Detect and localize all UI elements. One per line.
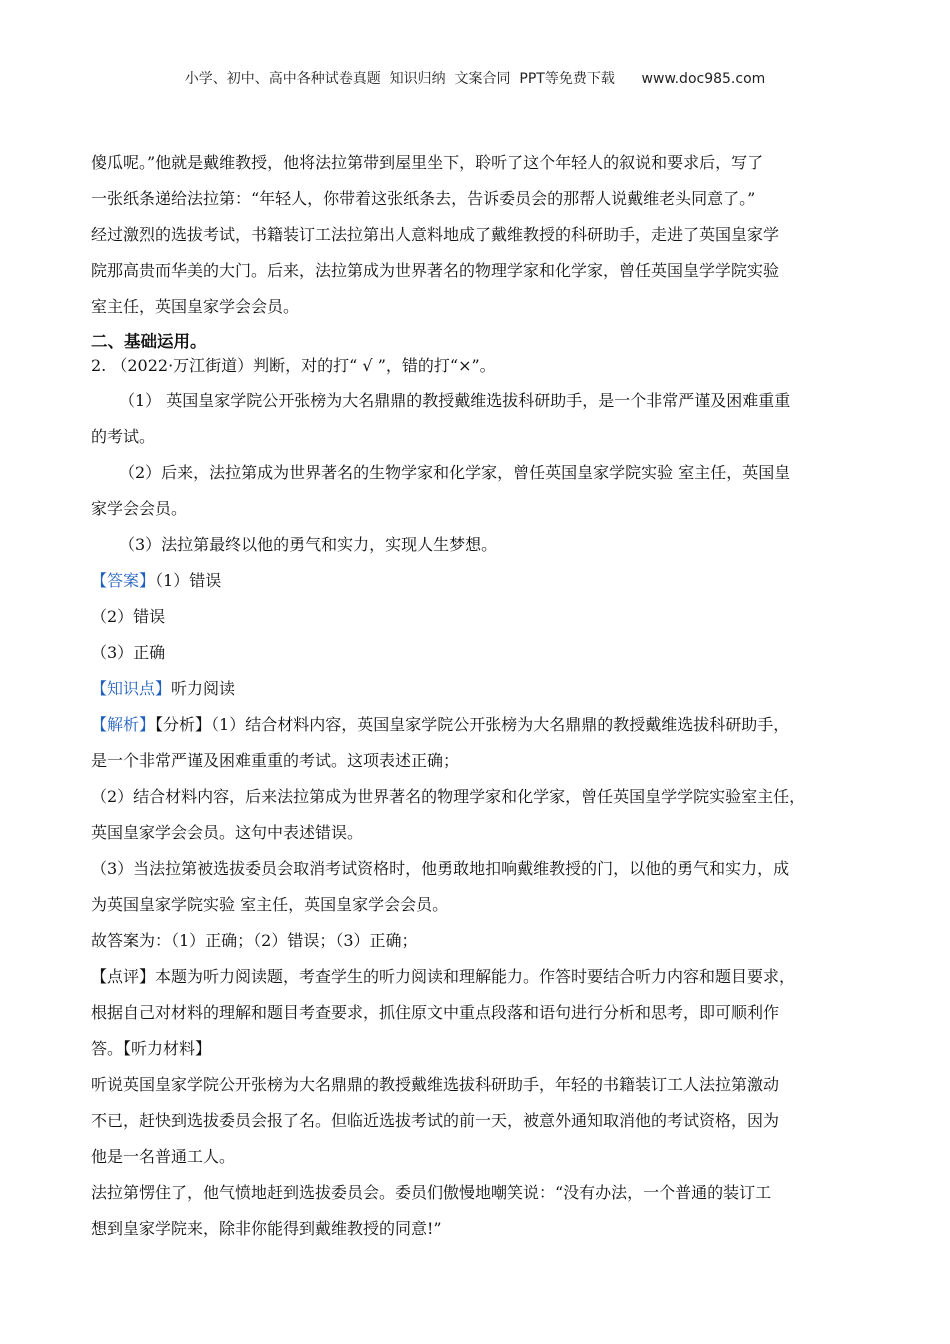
question-item-1: （1） 英国皇家学院公开张榜为大名鼎鼎的教授戴维选拔科研助手，是一个非常严谨及困难重重 bbox=[119, 391, 791, 410]
answer-block bbox=[91, 563, 861, 671]
answer-label: 【答案】 bbox=[91, 571, 156, 590]
material-line: 想到皇家学院来，除非你能得到戴维教授的同意!” bbox=[91, 1219, 442, 1238]
analysis-line: （2）结合材料内容，后来法拉第成为世界著名的物理学家和化学家，曾任英国皇学学院实验室主任， bbox=[91, 787, 806, 806]
analysis-block bbox=[91, 707, 861, 1067]
intro-line: 室主任，英国皇家学会会员。 bbox=[91, 297, 300, 316]
material-line: 不已，赶快到选拔委员会报了名。但临近选拔考试的前一天，被意外通知取消他的考试资格，因为 bbox=[91, 1111, 780, 1130]
answer-2: （2）错误 bbox=[91, 607, 166, 626]
comment-line: 根据自己对材料的理解和题目考查要求，抓住原文中重点段落和语句进行分析和思考，即可顺利作 bbox=[91, 1003, 780, 1022]
analysis-text: 【分析】（1）结合材料内容，英国皇家学院公开张榜为大名鼎鼎的教授戴维选拔科研助手， bbox=[155, 715, 790, 734]
question-item-2-cont: 家学会会员。 bbox=[91, 499, 188, 518]
answer-3: （3）正确 bbox=[91, 643, 166, 662]
analysis-line: 英国皇家学会会员。这句中表述错误。 bbox=[91, 823, 364, 842]
intro-passage bbox=[91, 145, 861, 325]
document-body bbox=[91, 145, 861, 1247]
intro-line: 院那高贵而华美的大门。后来，法拉第成为世界著名的物理学家和化学家，曾任英国皇学学院实验 bbox=[91, 261, 780, 280]
material-line: 他是一名普通工人。 bbox=[91, 1147, 236, 1166]
comment-line: 【点评】本题为听力阅读题，考查学生的听力阅读和理解能力。作答时要结合听力内容和题目要求， bbox=[91, 967, 796, 986]
question-item-3: （3）法拉第最终以他的勇气和实力，实现人生梦想。 bbox=[119, 535, 498, 554]
answer-1: （1）错误 bbox=[155, 571, 222, 590]
knowledge-point bbox=[91, 671, 861, 707]
knowledge-label: 【知识点】 bbox=[91, 679, 172, 698]
question-item-2: （2）后来，法拉第成为世界著名的生物学家和化学家，曾任英国皇家学院实验 室主任，英国皇 bbox=[119, 463, 791, 482]
listening-material bbox=[91, 1067, 861, 1247]
analysis-conclusion: 故答案为：（1）正确；（2）错误；（3）正确； bbox=[91, 931, 418, 950]
material-line: 听说英国皇家学院公开张榜为大名鼎鼎的教授戴维选拔科研助手，年轻的书籍装订工人法拉第激动 bbox=[91, 1075, 780, 1094]
analysis-line: 是一个非常严谨及困难重重的考试。这项表述正确； bbox=[91, 751, 460, 770]
comment-line: 答。【听力材料】 bbox=[91, 1039, 212, 1058]
intro-line: 经过激烈的选拔考试，书籍装订工法拉第出人意料地成了戴维教授的科研助手，走进了英国皇家学 bbox=[91, 225, 780, 244]
question-stem: 2. （2022·万江街道）判断，对的打“ √ ”，错的打“×”。 bbox=[91, 356, 496, 375]
material-line: 法拉第愣住了，他气愤地赶到选拔委员会。委员们傲慢地嘲笑说：“没有办法，一个普通的装订工 bbox=[91, 1183, 772, 1202]
analysis-line: （3）当法拉第被选拔委员会取消考试资格时，他勇敢地扣响戴维教授的门，以他的勇气和实力，成 bbox=[91, 859, 790, 878]
page-header: 小学、初中、高中各种试卷真题 知识归纳 文案合同 PPT等免费下载 www.doc985.com bbox=[184, 71, 766, 87]
question-item-1-cont: 的考试。 bbox=[91, 427, 156, 446]
question-items bbox=[91, 383, 861, 563]
knowledge-value: 听力阅读 bbox=[171, 679, 236, 698]
section-title: 二、基础运用。 bbox=[91, 332, 207, 351]
intro-line: 一张纸条递给法拉第：“年轻人，你带着这张纸条去，告诉委员会的那帮人说戴维老头同意了。” bbox=[91, 189, 756, 208]
answer-line bbox=[91, 563, 861, 599]
intro-line: 傻瓜呢。”他就是戴维教授，他将法拉第带到屋里坐下，聆听了这个年轻人的叙说和要求后，写了 bbox=[91, 153, 764, 172]
analysis-label: 【解析】 bbox=[91, 715, 156, 734]
analysis-line: 为英国皇家学院实验 室主任，英国皇家学会会员。 bbox=[91, 895, 449, 914]
analysis-line bbox=[91, 707, 861, 743]
